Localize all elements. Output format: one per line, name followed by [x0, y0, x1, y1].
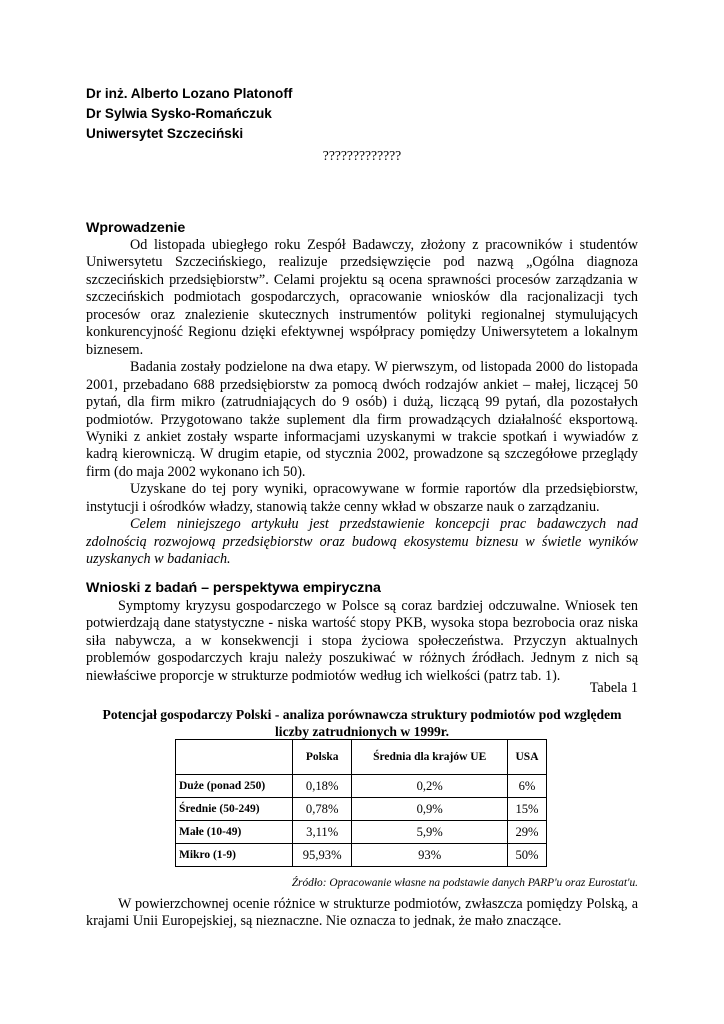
affiliation: Uniwersytet Szczeciński: [86, 126, 244, 141]
section-introduction-body: [86, 237, 638, 569]
author-1: Dr inż. Alberto Lozano Platonoff: [86, 86, 293, 101]
paragraph: Symptomy kryzysu gospodarczego w Polsce są coraz bardziej odczuwalne. Wniosek ten potwierdzają dane statystyczne - niska wartość stopy PKB, wysoka stopa bezrobocia oraz niska siła nabywcza, a w konsekwencji i stopa życiowa społeczeństwa. Przyczyn aktualnych problemów gospodarczych kraju należy poszukiwać w różnych źródłach. Jednym z nich są niewłaściwe proporcje w strukturze podmiotów według ich wielkości (patrz tab. 1).: [86, 598, 638, 684]
table-cell: 0,18%: [293, 775, 352, 798]
table-cell: 50%: [508, 844, 547, 867]
table-cell: 3,11%: [293, 821, 352, 844]
paragraph: Uzyskane do tej pory wyniki, opracowywane w formie raportów dla przedsiębiorstw, instytucji i ośrodków władzy, stanowią także cenny wkład w obszarze nauk o zarządzaniu.: [86, 481, 638, 515]
table-row-label: Duże (ponad 250): [176, 775, 293, 798]
table-header-usa: USA: [508, 740, 547, 775]
table-row: [176, 821, 547, 844]
table-header-empty: [176, 740, 293, 775]
paragraph: Badania zostały podzielone na dwa etapy. W pierwszym, od listopada 2000 do listopada 2001, przebadano 688 przedsiębiorstw za pomocą dwóch rodzajów ankiet – małej, liczącej 50 pytań, dla firm mikro (zatrudniających do 9 osób) i dużą, liczącą 99 pytań, dla pozostałych podmiotów. Przygotowano także suplement dla firm prowadzących działalność eksportową. Wyniki z ankiet zostały wsparte informacjami uzyskanymi w trakcie spotkań i wywiadów z kadrą kierowniczą. W drugim etapie, od stycznia 2002, prowadzone są szczegółowe przeglądy firm (do maja 2002 wykonano ich 50).: [86, 359, 638, 480]
table-cell: 5,9%: [352, 821, 508, 844]
section-heading-introduction: Wprowadzenie: [86, 220, 186, 236]
table-cell: 93%: [352, 844, 508, 867]
table-row-label: Mikro (1-9): [176, 844, 293, 867]
table-header-polska: Polska: [293, 740, 352, 775]
data-table: [175, 739, 547, 867]
table-row-label: Małe (10-49): [176, 821, 293, 844]
table-header-ue: Średnia dla krajów UE: [352, 740, 508, 775]
section-heading-conclusions: Wnioski z badań – perspektywa empiryczna: [86, 580, 381, 596]
table-row: [176, 798, 547, 821]
author-2: Dr Sylwia Sysko-Romańczuk: [86, 106, 272, 121]
table-cell: 0,78%: [293, 798, 352, 821]
table-cell: 0,9%: [352, 798, 508, 821]
table-cell: 0,2%: [352, 775, 508, 798]
section-conclusions-body-continued: [86, 896, 638, 931]
table-row: [176, 775, 547, 798]
table-source-note: Źródło: Opracowanie własne na podstawie danych PARP'u oraz Eurostat'u.: [291, 877, 638, 889]
table-cell: 95,93%: [293, 844, 352, 867]
table-reference: Tabela 1: [589, 680, 638, 696]
author-block: [86, 84, 292, 144]
table-row: [176, 844, 547, 867]
table-cell: 29%: [508, 821, 547, 844]
paragraph: W powierzchownej ocenie różnice w strukturze podmiotów, zwłaszcza pomiędzy Polską, a krajami Unii Europejskiej, są nieznaczne. Nie oznacza to jednak, że mało znaczące.: [86, 896, 638, 930]
table-caption: Potencjał gospodarczy Polski - analiza porównawcza struktury podmiotów pod względem liczby zatrudnionych w 1999r.: [102, 707, 622, 739]
paragraph-italic: Celem niniejszego artykułu jest przedstawienie koncepcji prac badawczych nad zdolnością rozwojową przedsiębiorstw oraz budową ekosystemu biznesu w świetle wyników uzyskanych w badaniach.: [86, 516, 638, 568]
table-cell: 6%: [508, 775, 547, 798]
table-cell: 15%: [508, 798, 547, 821]
table-header-row: [176, 740, 547, 775]
document-title: ?????????????: [322, 148, 402, 163]
table-row-label: Średnie (50-249): [176, 798, 293, 821]
section-conclusions-body: [86, 598, 638, 685]
paragraph: Od listopada ubiegłego roku Zespół Badawczy, złożony z pracowników i studentów Uniwersytetu Szczecińskiego, realizuje przedsięwzięcie pod nazwą „Ogólna diagnoza szczecińskich przedsiębiorstw”. Celami projektu są ocena sprawności procesów zarządzania w szczecińskich podmiotach gospodarczych, opracowanie wniosków dla racjonalizacji tych procesów oraz znalezienie skutecznych instrumentów polityki regionalnej stymulujących konkurencyjność Regionu dzięki efektywnej współpracy pomiędzy Uniwersytetem a lokalnym biznesem.: [86, 237, 638, 358]
